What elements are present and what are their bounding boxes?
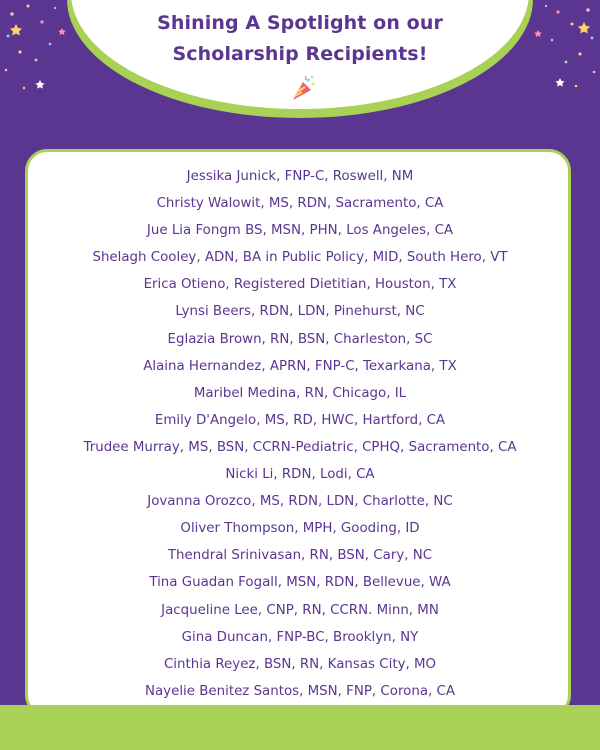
list-item: Jovanna Orozco, MS, RDN, LDN, Charlotte, NC xyxy=(147,494,453,510)
list-item: Eglazia Brown, RN, BSN, Charleston, SC xyxy=(167,331,433,347)
party-popper-icon xyxy=(285,72,319,106)
list-item: Lynsi Beers, RDN, LDN, Pinehurst, NC xyxy=(175,304,425,320)
list-item: Nicki Li, RDN, Lodi, CA xyxy=(225,467,375,483)
list-item: Shelagh Cooley, ADN, BA in Public Policy, MID, South Hero, VT xyxy=(92,250,508,266)
list-item: Gina Duncan, FNP-BC, Brooklyn, NY xyxy=(181,629,419,645)
list-item: Alaina Hernandez, APRN, FNP-C, Texarkana, TX xyxy=(143,358,457,374)
list-item: Trudee Murray, MS, BSN, CCRN-Pediatric, CPHQ, Sacramento, CA xyxy=(83,439,517,455)
list-item: Nayelie Benitez Santos, MSN, FNP, Corona, CA xyxy=(144,683,456,699)
list-item: Christy Walowit, MS, RDN, Sacramento, CA xyxy=(156,196,444,212)
list-item: Tina Guadan Fogall, MSN, RDN, Bellevue, WA xyxy=(149,575,451,591)
list-item: Erica Otieno, Registered Dietitian, Houston, TX xyxy=(143,277,457,293)
list-item: Oliver Thompson, MPH, Gooding, ID xyxy=(180,521,420,537)
list-item: Emily D'Angelo, MS, RD, HWC, Hartford, CA xyxy=(154,412,446,428)
list-item: Thendral Srinivasan, RN, BSN, Cary, NC xyxy=(167,548,433,564)
list-item: Jue Lia Fongm BS, MSN, PHN, Los Angeles, CA xyxy=(146,223,454,239)
page-title-line-1: Shining A Spotlight on our xyxy=(157,12,443,34)
list-item: Jessika Junick, FNP-C, Roswell, NM xyxy=(186,169,414,184)
list-item: Jacqueline Lee, CNP, RN, CCRN. Minn, MN xyxy=(161,602,439,618)
list-item: Cinthia Reyez, BSN, RN, Kansas City, MO xyxy=(163,656,437,672)
list-item: Maribel Medina, RN, Chicago, IL xyxy=(193,385,407,401)
bottom-accent-band xyxy=(0,705,600,750)
recipients-list xyxy=(0,163,600,705)
page-title-line-2: Scholarship Recipients! xyxy=(172,43,428,65)
